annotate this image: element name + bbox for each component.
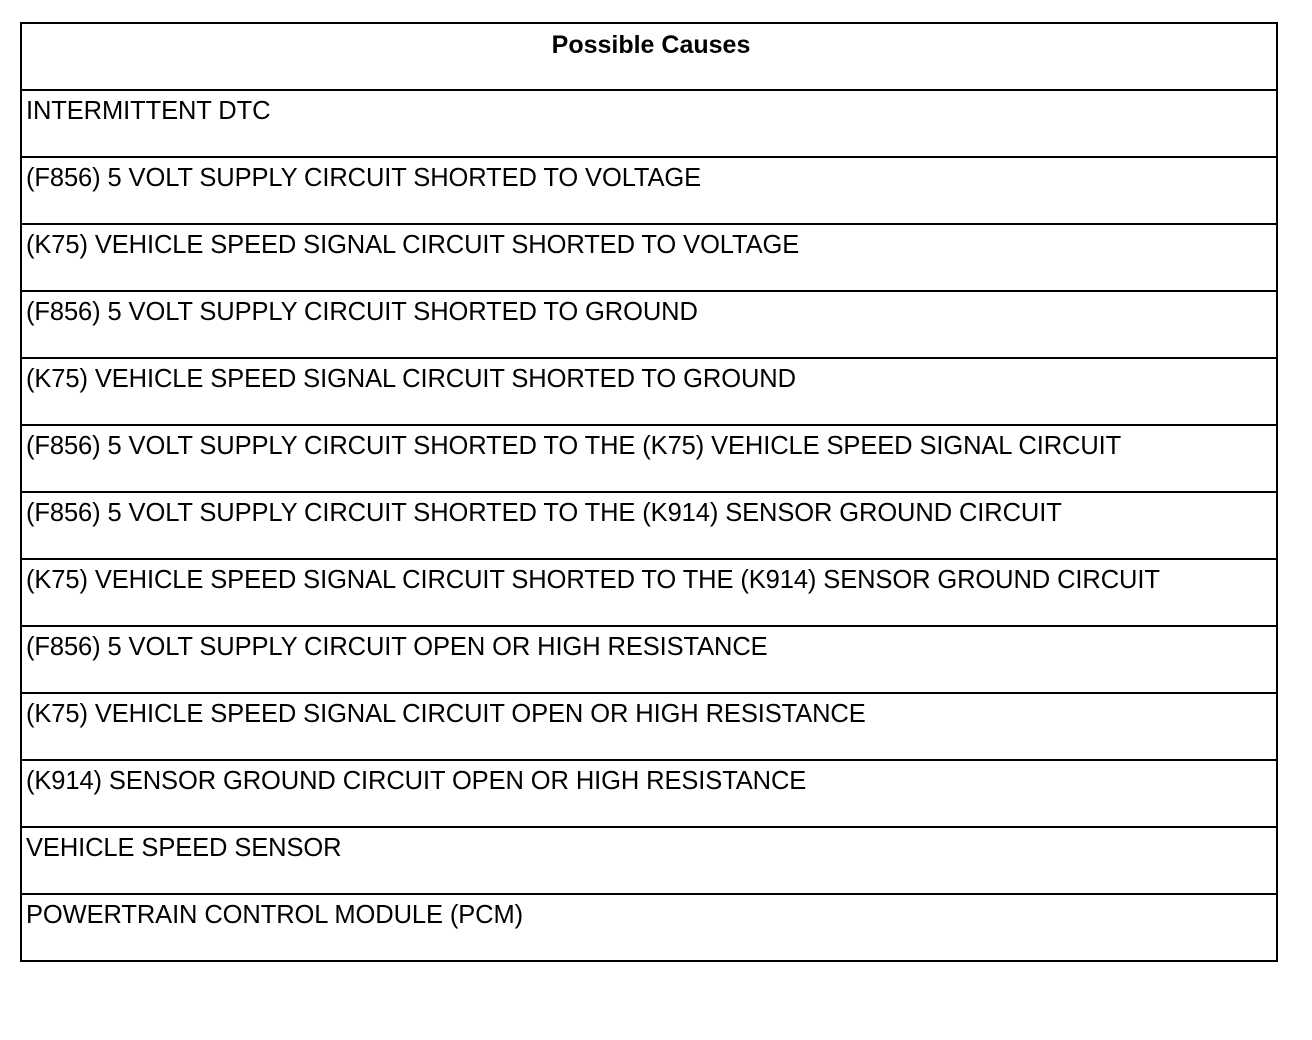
table-row (21, 90, 1277, 157)
cause-cell: (K914) SENSOR GROUND CIRCUIT OPEN OR HIGH RESISTANCE (21, 760, 1277, 827)
table-row (21, 894, 1277, 961)
table-row (21, 224, 1277, 291)
table-row (21, 358, 1277, 425)
cause-cell: (K75) VEHICLE SPEED SIGNAL CIRCUIT SHORTED TO GROUND (21, 358, 1277, 425)
cause-cell: (K75) VEHICLE SPEED SIGNAL CIRCUIT SHORTED TO VOLTAGE (21, 224, 1277, 291)
table-row (21, 827, 1277, 894)
cause-cell: (F856) 5 VOLT SUPPLY CIRCUIT SHORTED TO VOLTAGE (21, 157, 1277, 224)
table-row (21, 626, 1277, 693)
table-row (21, 559, 1277, 626)
cause-cell: (K75) VEHICLE SPEED SIGNAL CIRCUIT SHORTED TO THE (K914) SENSOR GROUND CIRCUIT (21, 559, 1277, 626)
cause-cell: (F856) 5 VOLT SUPPLY CIRCUIT SHORTED TO GROUND (21, 291, 1277, 358)
cause-cell: VEHICLE SPEED SENSOR (21, 827, 1277, 894)
possible-causes-table (20, 22, 1278, 962)
cause-cell: POWERTRAIN CONTROL MODULE (PCM) (21, 894, 1277, 961)
table-row (21, 693, 1277, 760)
table-row (21, 760, 1277, 827)
table-row (21, 425, 1277, 492)
table-header-row (21, 23, 1277, 90)
table-row (21, 492, 1277, 559)
cause-cell: (F856) 5 VOLT SUPPLY CIRCUIT SHORTED TO THE (K914) SENSOR GROUND CIRCUIT (21, 492, 1277, 559)
table-header-possible-causes: Possible Causes (21, 23, 1277, 90)
cause-cell: INTERMITTENT DTC (21, 90, 1277, 157)
table-row (21, 291, 1277, 358)
cause-cell: (F856) 5 VOLT SUPPLY CIRCUIT SHORTED TO THE (K75) VEHICLE SPEED SIGNAL CIRCUIT (21, 425, 1277, 492)
table-row (21, 157, 1277, 224)
cause-cell: (K75) VEHICLE SPEED SIGNAL CIRCUIT OPEN OR HIGH RESISTANCE (21, 693, 1277, 760)
cause-cell: (F856) 5 VOLT SUPPLY CIRCUIT OPEN OR HIGH RESISTANCE (21, 626, 1277, 693)
